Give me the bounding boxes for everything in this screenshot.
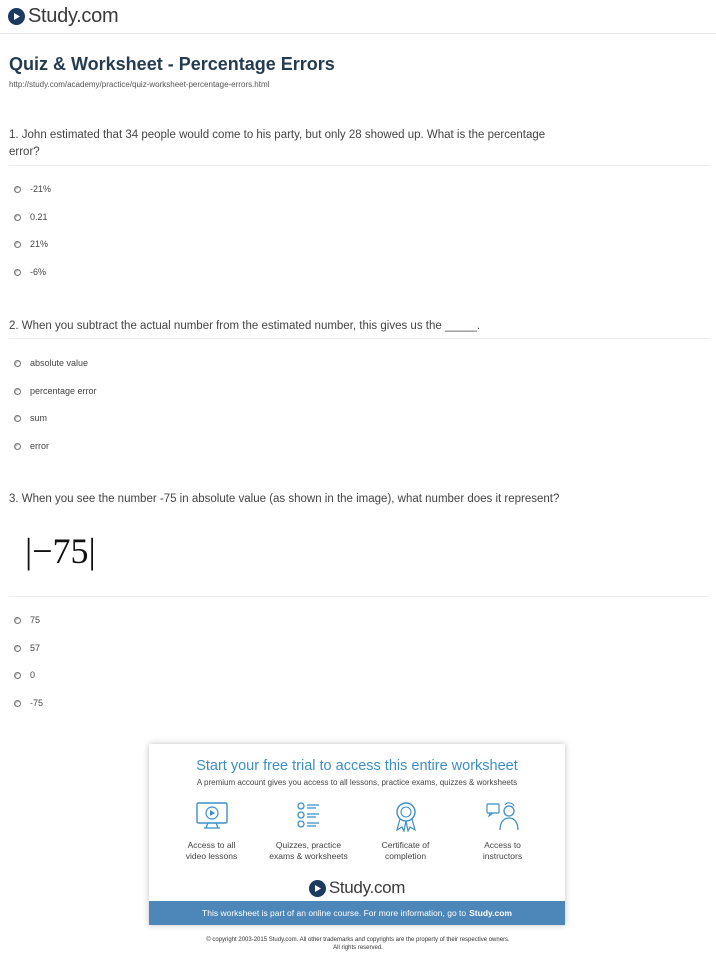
question-3-option-3[interactable] (14, 670, 35, 680)
option-label: absolute value (30, 358, 89, 368)
logo-text: Study.com (28, 5, 119, 27)
feature-list (149, 800, 565, 862)
option-label: error (30, 441, 50, 451)
question-3-divider (9, 596, 709, 597)
question-3-option-2[interactable] (14, 643, 40, 653)
option-label: 21% (30, 239, 49, 249)
video-lesson-icon (194, 800, 230, 832)
feature-instructors (457, 800, 549, 862)
radio-button[interactable] (14, 214, 21, 221)
question-3-option-4[interactable] (14, 698, 43, 708)
free-trial-promo[interactable] (149, 744, 565, 925)
question-2-option-1[interactable] (14, 358, 88, 368)
promo-study-logo[interactable] (149, 878, 565, 898)
radio-button[interactable] (14, 672, 21, 679)
option-label: -6% (30, 267, 47, 277)
question-1-option-2[interactable] (14, 212, 48, 222)
question-2-text: 2. When you subtract the actual number from the estimated number, this gives us the _____. (9, 320, 481, 332)
play-icon (309, 880, 326, 897)
question-2-option-2[interactable] (14, 386, 97, 396)
option-label: -75 (30, 698, 44, 708)
option-label: percentage error (30, 386, 97, 396)
copyright-footer (0, 936, 716, 952)
question-3-text: 3. When you see the number -75 in absolute value (as shown in the image), what number does it represent? (9, 493, 560, 505)
option-label: -21% (30, 184, 52, 194)
question-2-option-4[interactable] (14, 441, 49, 451)
feature-label: Certificate of completion (381, 840, 430, 861)
radio-button[interactable] (14, 415, 21, 422)
option-label: 0.21 (30, 212, 48, 222)
page-url[interactable]: http://study.com/academy/practice/quiz-worksheet-percentage-errors.html (9, 80, 270, 89)
promo-bar-text: This worksheet is part of an online course. For more information, go to (202, 908, 467, 918)
option-label: 0 (30, 670, 36, 680)
promo-title[interactable]: Start your free trial to access this entire worksheet (196, 758, 518, 774)
certificate-icon (388, 800, 424, 832)
absolute-value-image: |−75| (25, 531, 96, 571)
question-3-option-1[interactable] (14, 615, 40, 625)
feature-label: Access to all video lessons (185, 840, 238, 861)
radio-button[interactable] (14, 269, 21, 276)
play-icon (8, 8, 25, 25)
copyright-line-1: © copyright 2003-2015 Study.com. All other trademarks and copyrights are the property of their respective owners. (206, 937, 510, 943)
promo-bar-link[interactable]: Study.com (469, 908, 512, 918)
radio-button[interactable] (14, 360, 21, 367)
question-2-divider (9, 338, 709, 339)
feature-quizzes (263, 800, 355, 862)
feature-label: Access to instructors (482, 840, 523, 861)
question-1-divider (9, 165, 709, 166)
copyright-line-2: All rights reserved. (333, 945, 383, 951)
feature-label: Quizzes, practice exams & worksheets (269, 840, 348, 861)
question-1-text: 1. John estimated that 34 people would come to his party, but only 28 showed up. What is the percentage error? (9, 129, 546, 158)
radio-button[interactable] (14, 645, 21, 652)
question-1-option-3[interactable] (14, 239, 48, 249)
radio-button[interactable] (14, 700, 21, 707)
promo-info-bar (149, 901, 565, 925)
feature-certificate (360, 800, 452, 862)
logo-text: Study.com (328, 878, 406, 897)
question-1-option-1[interactable] (14, 184, 51, 194)
question-1-option-4[interactable] (14, 267, 46, 277)
feature-video-lessons (166, 800, 258, 862)
radio-button[interactable] (14, 443, 21, 450)
option-label: sum (30, 413, 48, 423)
header-divider (0, 33, 716, 34)
option-label: 57 (30, 643, 41, 653)
instructor-icon (485, 800, 521, 832)
promo-subtitle: A premium account gives you access to all lessons, practice exams, quizzes & worksheets (196, 778, 518, 787)
quiz-list-icon (291, 800, 327, 832)
page-title: Quiz & Worksheet - Percentage Errors (9, 54, 335, 74)
question-2-option-3[interactable] (14, 413, 47, 423)
radio-button[interactable] (14, 241, 21, 248)
radio-button[interactable] (14, 617, 21, 624)
radio-button[interactable] (14, 388, 21, 395)
study-logo[interactable] (8, 5, 118, 28)
radio-button[interactable] (14, 186, 21, 193)
option-label: 75 (30, 615, 41, 625)
